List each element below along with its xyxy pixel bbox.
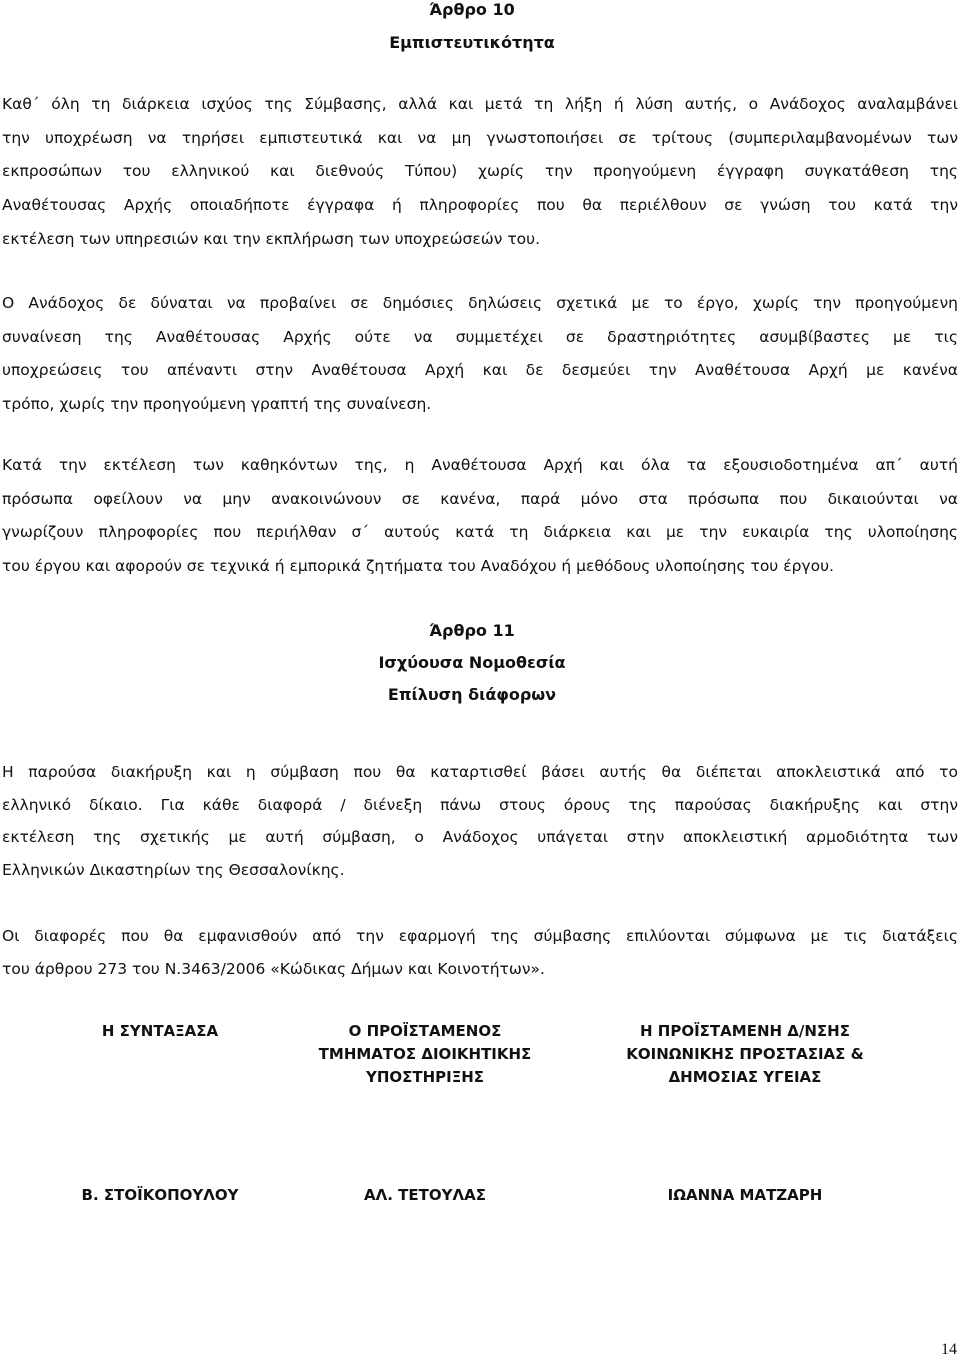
paragraph-line: την υποχρέωση να τηρήσει εμπιστευτικά και να μη γνωστοποιήσει σε τρίτους (συμπεριλαμβανομένων των (2, 128, 958, 147)
confidentiality-paragraph-2 (2, 287, 958, 422)
paragraph-line: του άρθρου 273 του Ν.3463/2006 «Κώδικας Δήμων και Κοινοτήτων». (2, 959, 545, 978)
signature-name: ΑΛ. ΤΕΤΟΥΛΑΣ (364, 1186, 486, 1204)
paragraph-line: συναίνεση της Αναθέτουσας Αρχής ούτε να συμμετέχει σε δραστηριότητες ασυμβίβαστες με τις (2, 327, 958, 346)
signature-role-line: ΤΜΗΜΑΤΟΣ ΔΙΟΙΚΗΤΙΚΗΣ (318, 1045, 532, 1063)
paragraph-line: εκτέλεση της σχετικής με αυτή σύμβαση, ο Ανάδοχος υπάγεται στην αποκλειστική αρμοδιότητα των (2, 828, 958, 847)
paragraph-line: του έργου και αφορούν σε τεχνικά ή εμπορικά ζητήματα του Αναδόχου ή μεθόδους υλοποίησης του έργου. (2, 557, 834, 576)
confidentiality-paragraph-1 (2, 88, 958, 257)
article-11-subtitle-disputes: Επίλυση διάφορων (387, 685, 557, 704)
paragraph-line: Ο Ανάδοχος δε δύναται να προβαίνει σε δημόσιες δηλώσεις σχετικά με το έργο, χωρίς την προηγούμενη (2, 294, 958, 312)
paragraph-line: τρόπο, χωρίς την προηγούμενη γραπτή της συναίνεση. (2, 395, 432, 414)
paragraph-line: Η παρούσα διακήρυξη και η σύμβαση που θα καταρτισθεί βάσει αυτής θα διέπεται αποκλειστικά από το (2, 763, 958, 781)
signature-role-line: ΔΗΜΟΣΙΑΣ ΥΓΕΙΑΣ (668, 1068, 822, 1086)
signature-role-line: Η ΠΡΟΪΣΤΑΜΕΝΗ Δ/ΝΣΗΣ (640, 1022, 850, 1040)
confidentiality-paragraph-3 (2, 449, 958, 584)
signature-role-department-head (265, 1020, 585, 1089)
paragraph-line: ελληνικό δίκαιο. Για κάθε διαφορά / διένεξη πάνω στους όρους της παρούσας διακήρυξης και στην (2, 795, 958, 814)
article-10-title: Άρθρο 10 (429, 0, 515, 19)
paragraph-line: γνωρίζουν πληροφορίες που περιήλθαν σ΄ αυτούς κατά τη διάρκεια και με την ευκαιρία της υλοποίησης (2, 523, 958, 542)
signature-role-line: ΚΟΙΝΩΝΙΚΗΣ ΠΡΟΣΤΑΣΙΑΣ & (626, 1045, 864, 1063)
paragraph-line: Αναθέτουσας Αρχής οποιαδήποτε έγγραφα ή πληροφορίες που θα περιέλθουν σε γνώση του κατά την (2, 196, 958, 215)
paragraph-line: Καθ΄ όλη τη διάρκεια ισχύος της Σύμβασης, αλλά και μετά τη λήξη ή λύση αυτής, ο Ανάδοχος αναλαμβάνει (2, 95, 958, 113)
paragraph-line: εκτέλεση των υπηρεσιών και την εκπλήρωση των υποχρεώσεών του. (2, 229, 541, 248)
signature-name: Β. ΣΤΟΪΚΟΠΟΥΛΟΥ (81, 1186, 239, 1204)
signature-role-line: Η ΣΥΝΤΑΞΑΣΑ (101, 1022, 219, 1040)
signature-role-line: ΥΠΟΣΤΗΡΙΞΗΣ (365, 1068, 485, 1086)
article-11-subtitle-law: Ισχύουσα Νομοθεσία (378, 653, 566, 672)
paragraph-line: υποχρεώσεις του απέναντι στην Αναθέτουσα Αρχή και δε δεσμεύει την Αναθέτουσα Αρχή με κανένα (2, 361, 958, 380)
paragraph-line: Οι διαφορές που θα εμφανισθούν από την εφαρμογή της σύμβασης επιλύονται σύμφωνα με τις διατάξεις (2, 927, 958, 945)
signature-role-director (575, 1020, 915, 1089)
signature-role-line: Ο ΠΡΟΪΣΤΑΜΕΝΟΣ (348, 1022, 502, 1040)
paragraph-line: πρόσωπα οφείλουν να μην ανακοινώνουν σε κανένα, παρά μόνο στα πρόσωπα που δικαιούνται να (2, 489, 958, 508)
page-number: 14 (941, 1341, 957, 1358)
paragraph-line: εκπροσώπων του ελληνικού και διεθνούς Τύπου) χωρίς την προηγούμενη έγγραφη συγκατάθεση της (2, 162, 958, 181)
paragraph-line: Κατά την εκτέλεση των καθηκόντων της, η Αναθέτουσα Αρχή και όλα τα εξουσιοδοτημένα απ΄ αυτή (2, 456, 958, 474)
signature-name: ΙΩΑΝΝΑ ΜΑΤΖΑΡΗ (667, 1186, 823, 1204)
article-11-title: Άρθρο 11 (429, 621, 515, 640)
governing-law-paragraph-2 (2, 920, 958, 985)
article-10-subtitle: Εμπιστευτικότητα (389, 33, 555, 52)
paragraph-line: Ελληνικών Δικαστηρίων της Θεσσαλονίκης. (2, 861, 345, 880)
governing-law-paragraph-1 (2, 756, 958, 887)
